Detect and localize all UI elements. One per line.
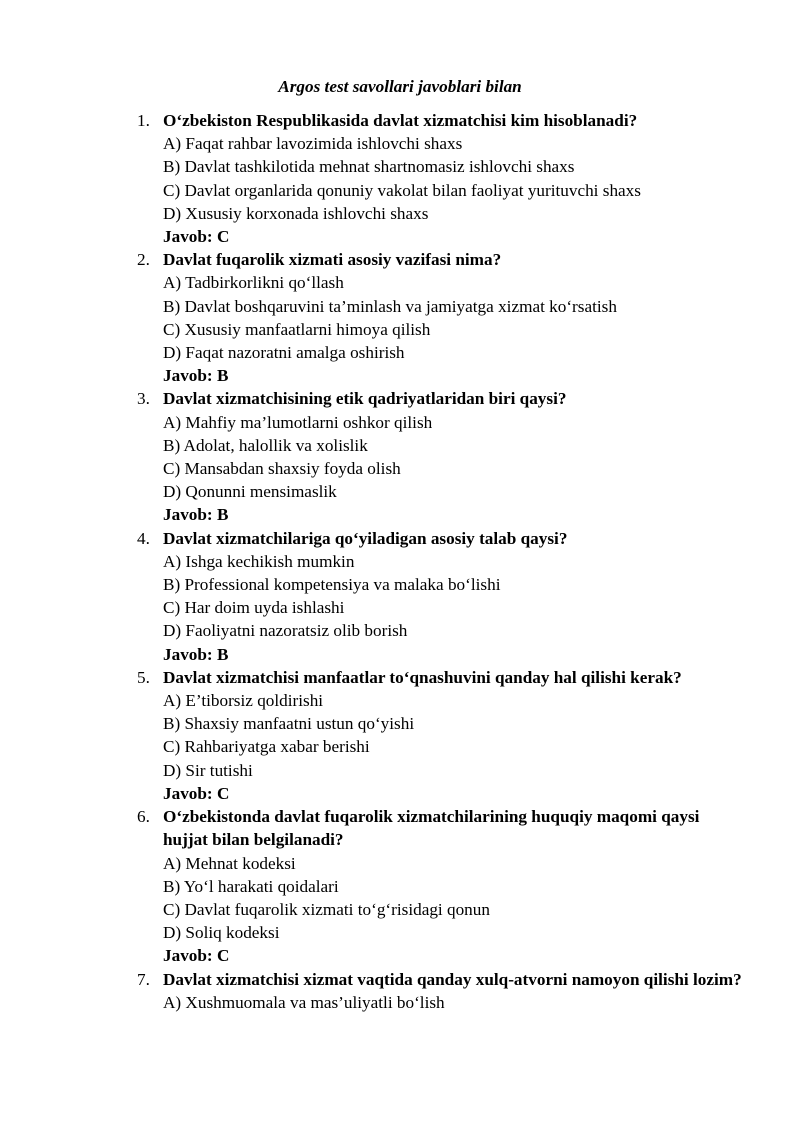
option-b: B) Shaxsiy manfaatni ustun qo‘yishi <box>163 714 415 734</box>
question-text: O‘zbekistonda davlat fuqarolik xizmatchilarining huquqiy maqomi qaysi hujjat bilan belgilanadi? <box>163 807 700 850</box>
question-5 <box>0 666 800 805</box>
question-7 <box>0 968 800 1014</box>
option-d: D) Faqat nazoratni amalga oshirish <box>163 343 405 363</box>
answer: Javob: B <box>163 366 229 386</box>
option-c: C) Mansabdan shaxsiy foyda olish <box>163 459 401 479</box>
option-d: D) Sir tutishi <box>163 760 253 780</box>
option-b: B) Adolat, halollik va xolislik <box>163 435 368 455</box>
question-6 <box>0 805 800 967</box>
option-b: B) Yo‘l harakati qoidalari <box>163 876 339 896</box>
question-text: Davlat xizmatchisi xizmat vaqtida qanday xulq-atvorni namoyon qilishi lozim? <box>163 969 742 989</box>
question-2 <box>0 248 800 387</box>
option-c: C) Har doim uyda ishlashi <box>163 598 345 618</box>
document-title: Argos test savollari javoblari bilan <box>278 77 522 96</box>
question-text: Davlat fuqarolik xizmati asosiy vazifasi nima? <box>163 250 502 270</box>
option-d: D) Xususiy korxonada ishlovchi shaxs <box>163 203 429 223</box>
option-a: A) Ishga kechikish mumkin <box>163 551 355 571</box>
question-number: 2. <box>137 250 150 270</box>
question-number: 3. <box>137 389 150 409</box>
question-number: 7. <box>137 969 150 989</box>
option-d: D) Qonunni mensimaslik <box>163 482 337 502</box>
answer: Javob: C <box>163 227 230 247</box>
answer: Javob: C <box>163 946 230 966</box>
question-list <box>0 109 800 1014</box>
question-number: 5. <box>137 667 150 687</box>
option-b: B) Davlat tashkilotida mehnat shartnomasiz ishlovchi shaxs <box>163 157 575 177</box>
option-c: C) Davlat organlarida qonuniy vakolat bilan faoliyat yurituvchi shaxs <box>163 180 641 200</box>
option-c: C) Davlat fuqarolik xizmati to‘g‘risidagi qonun <box>163 899 490 919</box>
question-number: 4. <box>137 528 150 548</box>
option-a: A) Faqat rahbar lavozimida ishlovchi shaxs <box>163 134 463 154</box>
option-c: C) Rahbariyatga xabar berishi <box>163 737 370 757</box>
option-d: D) Soliq kodeksi <box>163 923 280 943</box>
option-a: A) E’tiborsiz qoldirishi <box>163 691 324 711</box>
answer: Javob: B <box>163 644 229 664</box>
answer: Javob: C <box>163 783 230 803</box>
option-a: A) Mehnat kodeksi <box>163 853 296 873</box>
question-1 <box>0 109 800 248</box>
question-number: 1. <box>137 111 150 130</box>
question-text: Davlat xizmatchilariga qo‘yiladigan asosiy talab qaysi? <box>163 528 568 548</box>
answer: Javob: B <box>163 505 229 525</box>
question-4 <box>0 527 800 666</box>
question-text: Davlat xizmatchisining etik qadriyatlaridan biri qaysi? <box>163 389 567 409</box>
question-text: Davlat xizmatchisi manfaatlar to‘qnashuvini qanday hal qilishi kerak? <box>163 667 682 687</box>
option-b: B) Professional kompetensiya va malaka bo‘lishi <box>163 575 501 595</box>
option-d: D) Faoliyatni nazoratsiz olib borish <box>163 621 408 641</box>
option-c: C) Xususiy manfaatlarni himoya qilish <box>163 319 431 339</box>
option-a: A) Mahfiy ma’lumotlarni oshkor qilish <box>163 412 433 432</box>
option-a: A) Tadbirkorlikni qo‘llash <box>163 273 344 293</box>
option-a: A) Xushmuomala va mas’uliyatli bo‘lish <box>163 992 445 1012</box>
option-b: B) Davlat boshqaruvini ta’minlash va jamiyatga xizmat ko‘rsatish <box>163 296 617 316</box>
question-3 <box>0 387 800 526</box>
question-number: 6. <box>137 807 150 827</box>
question-text: O‘zbekiston Respublikasida davlat xizmatchisi kim hisoblanadi? <box>163 111 638 130</box>
